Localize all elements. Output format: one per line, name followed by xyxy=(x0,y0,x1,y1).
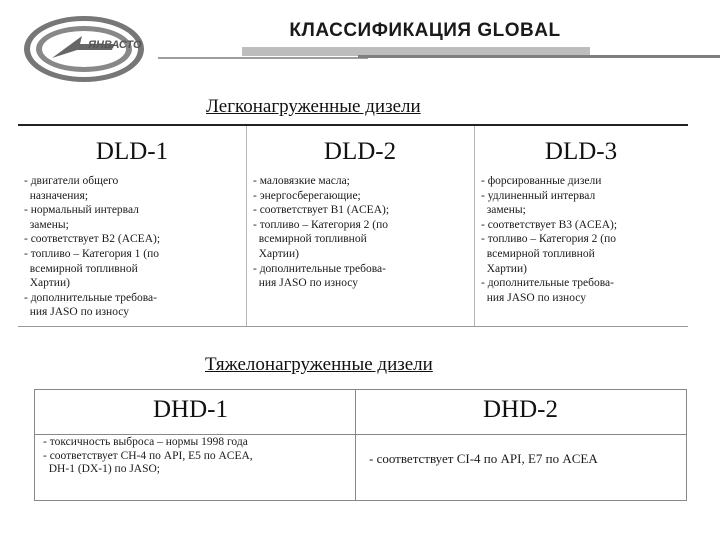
dhd-1-description: - токсичность выброса – нормы 1998 года - соответствует CH-4 по API, E5 по ACEA, DH-1 (DX-1) по JASO; xyxy=(43,436,253,476)
svg-text:ЯНВАСТО: ЯНВАСТО xyxy=(88,39,142,51)
dld-3-title: DLD-3 xyxy=(544,138,618,165)
dhd-2-title: DHD-2 xyxy=(483,396,558,423)
heavy-header-row xyxy=(35,390,686,435)
dld-3-description: - форсированные дизели - удлиненный интервал замены; - соответствует B3 (ACEA); - топливо – Категория 2 (по всемирной топливной Хартии) - дополнительные требова- ния JASO по износу xyxy=(481,175,618,304)
light-diesels-table xyxy=(18,124,688,327)
company-logo-icon xyxy=(22,14,146,84)
light-diesels-heading: Легконагруженные дизели xyxy=(206,96,421,117)
header-bar-thin xyxy=(158,57,368,59)
heavy-diesels-table xyxy=(34,389,687,501)
dld-1-description: - двигатели общего назначения; - нормальный интервал замены; - соответствует B2 (ACEA); - топливо – Категория 1 (по всемирной топливной Хартии) - дополнительные требова- ния JASO по износу xyxy=(24,175,161,319)
dld-2-description: - маловязкие масла; - энергосберегающие; - соответствует B1 (ACEA); - топливо – Категория 2 (по всемирной топливной Хартии) - дополнительные требова- ния JASO по износу xyxy=(253,175,390,290)
page-title: КЛАССИФИКАЦИЯ GLOBAL xyxy=(289,20,561,41)
header-bar-dark xyxy=(358,55,720,58)
dhd-1-title: DHD-1 xyxy=(153,396,228,423)
heavy-diesels-heading: Тяжелонагруженные дизели xyxy=(205,354,433,375)
dld-1-title: DLD-1 xyxy=(95,138,169,165)
column-divider xyxy=(355,390,356,500)
dhd-2-description: - соответствует CI-4 по API, E7 по ACEA xyxy=(369,451,598,466)
dld-2-title: DLD-2 xyxy=(323,138,397,165)
